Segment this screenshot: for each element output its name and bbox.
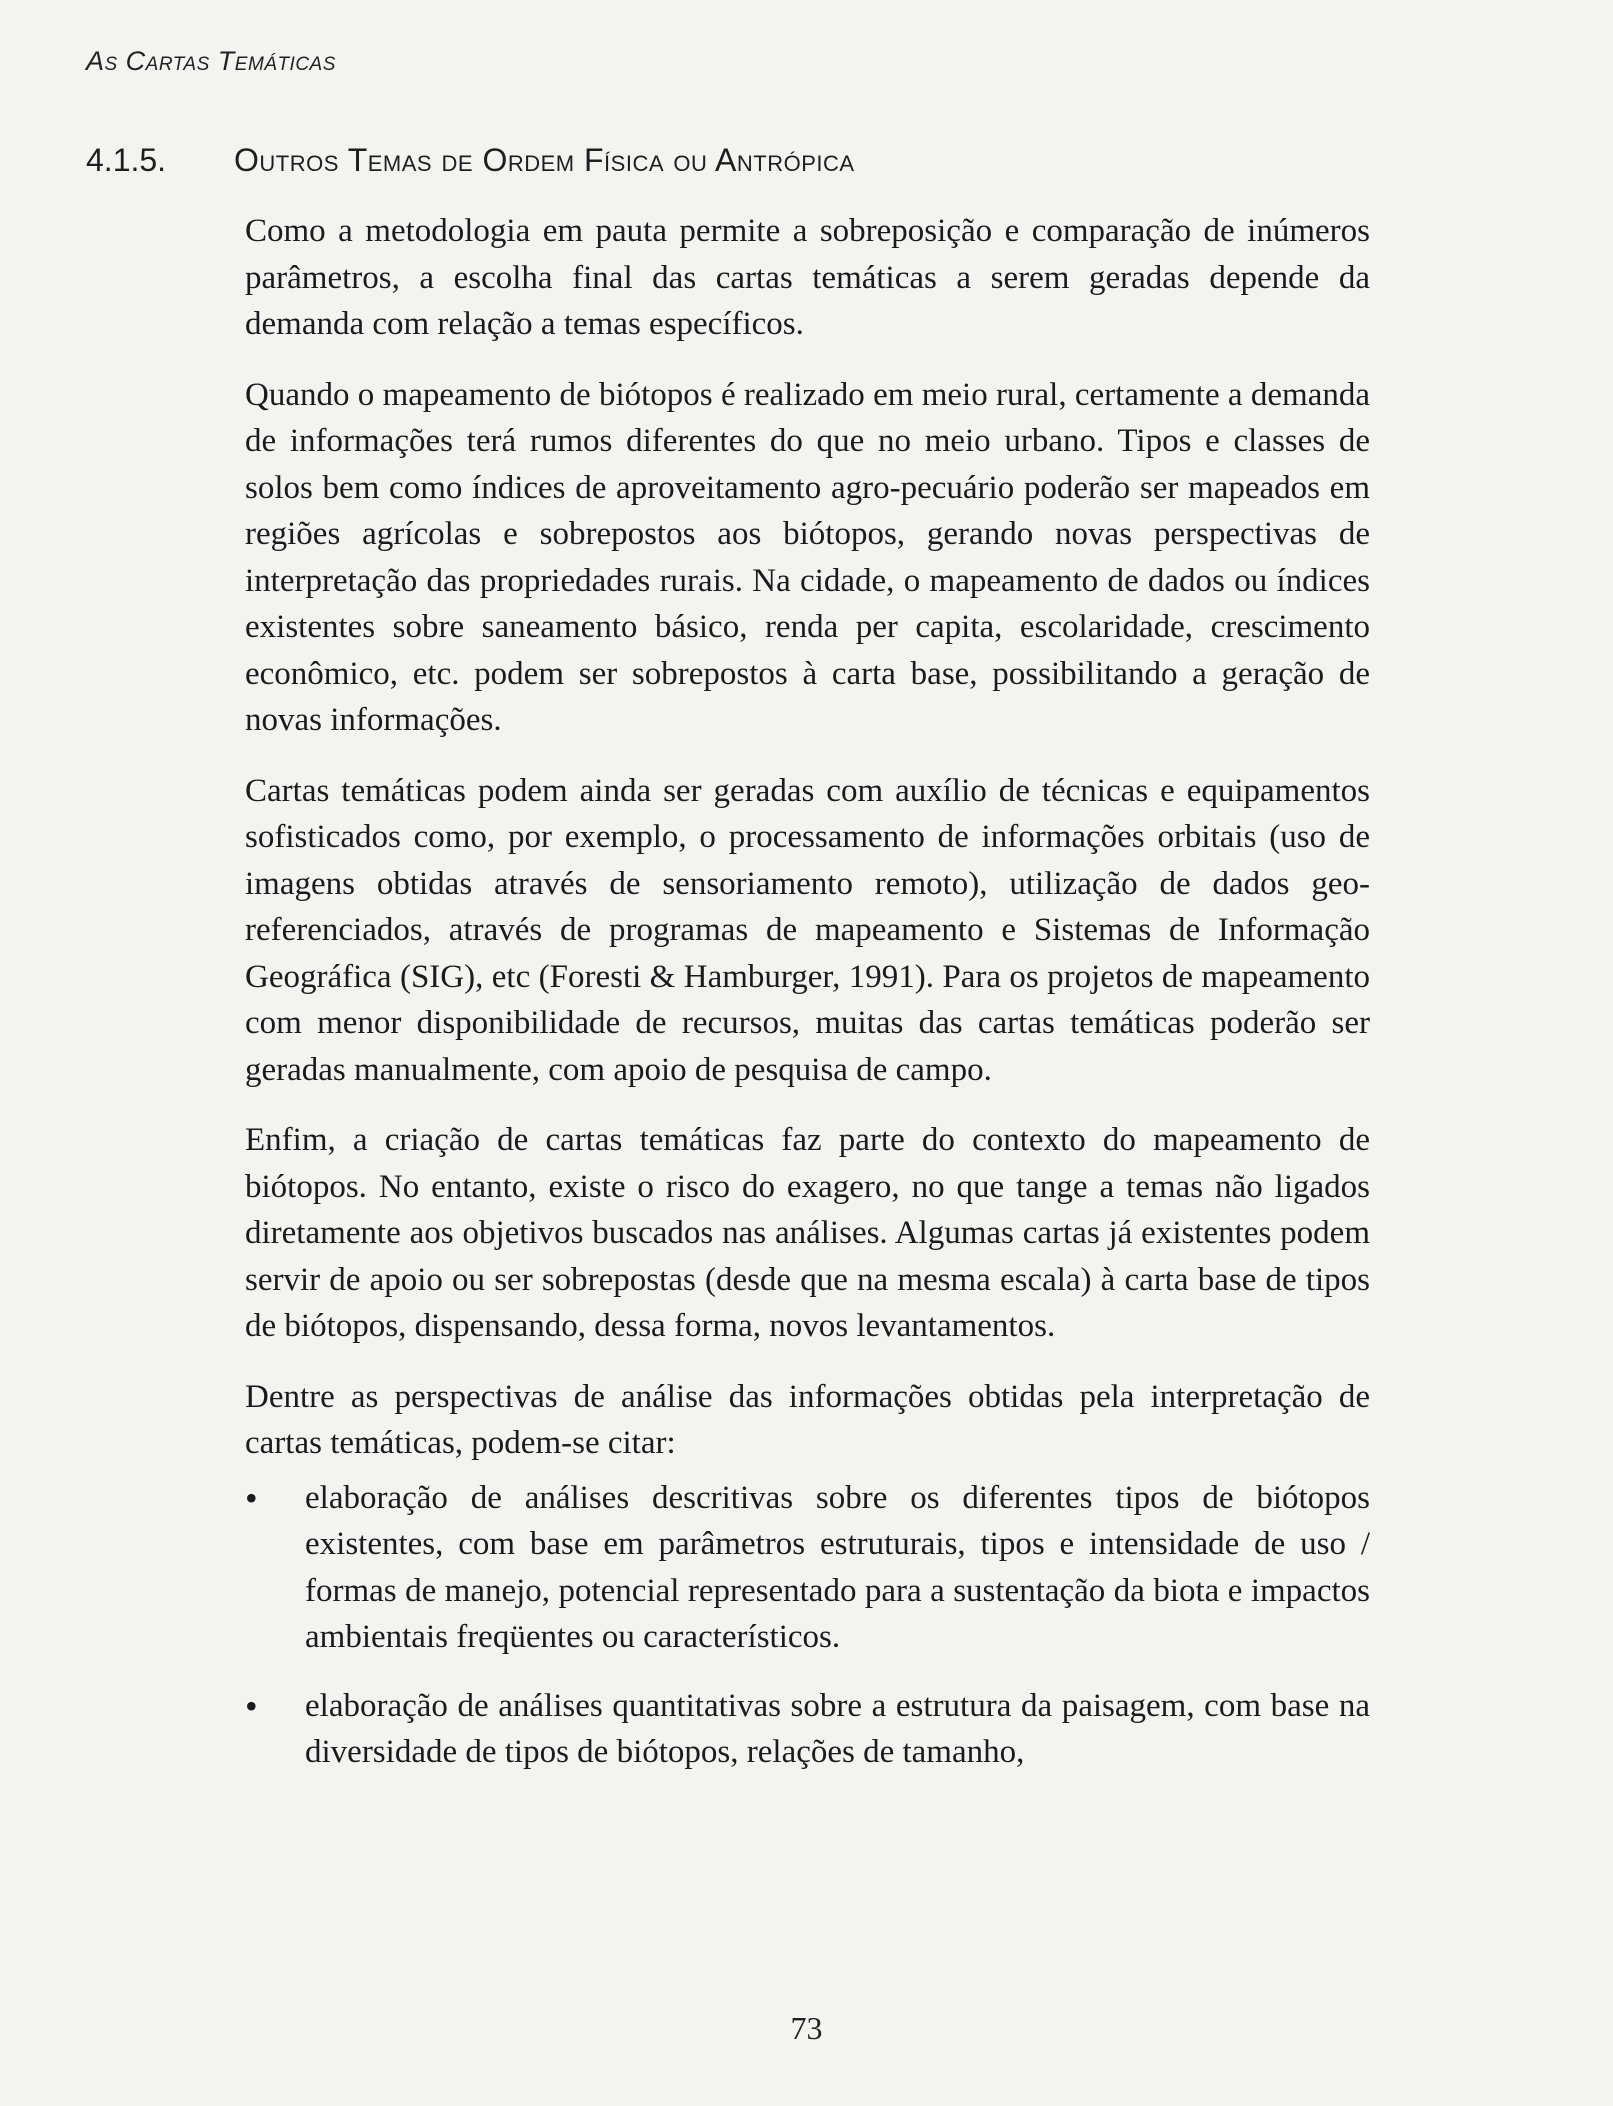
bullet-icon: • xyxy=(245,1685,258,1726)
list-item xyxy=(195,1683,1370,1776)
list-item-text: elaboração de análises quantitativas sobre a estrutura da paisagem, com base na diversidade de tipos de biótopos, relações de tamanho, xyxy=(305,1687,1370,1770)
paragraph: Como a metodologia em pauta permite a sobreposição e comparação de inúmeros parâmetros, a escolha final das cartas temáticas a serem geradas depende da demanda com relação a temas específicos. xyxy=(245,213,1370,342)
paragraph: Quando o mapeamento de biótopos é realizado em meio rural, certamente a demanda de informações terá rumos diferentes do que no meio urbano. Tipos e classes de solos bem como índices de aproveitamento agro-pecuário poderão ser mapeados em regiões agrícolas e sobrepostos aos biótopos, gerando novas perspectivas de interpretação das propriedades rurais. Na cidade, o mapeamento de dados ou índices existentes sobre saneamento básico, renda per capita, escolaridade, crescimento econômico, etc. podem ser sobrepostos à carta base, possibilitando a geração de novas informações. xyxy=(245,376,1370,738)
section-heading xyxy=(86,142,855,179)
section-title: Outros Temas de Ordem Física ou Antrópica xyxy=(234,142,855,178)
list-item-text: elaboração de análises descritivas sobre os diferentes tipos de biótopos existentes, com base em parâmetros estruturais, tipos e intensidade de uso / formas de manejo, potencial representado para a sustentação da biota e impactos ambientais freqüentes ou característicos. xyxy=(305,1479,1370,1655)
bullet-icon: • xyxy=(245,1477,258,1518)
body-text xyxy=(245,208,1370,1798)
page-number: 73 xyxy=(790,2010,823,2046)
bullet-list xyxy=(245,1475,1370,1776)
section-number: 4.1.5. xyxy=(86,142,167,178)
paragraph: Enfim, a criação de cartas temáticas faz parte do contexto do mapeamento de biótopos. No entanto, existe o risco do exagero, no que tange a temas não ligados diretamente aos objetivos buscados nas análises. Algumas cartas já existentes podem servir de apoio ou ser sobrepostas (desde que na mesma escala) à carta base de tipos de biótopos, dispensando, dessa forma, novos levantamentos. xyxy=(245,1122,1370,1344)
paragraph: Cartas temáticas podem ainda ser geradas com auxílio de técnicas e equipamentos sofisticados como, por exemplo, o processamento de informações orbitais (uso de imagens obtidas através de sensoriamento remoto), utilização de dados geo-referenciados, através de programas de mapeamento e Sistemas de Informação Geográfica (SIG), etc (Foresti & Hamburger, 1991). Para os projetos de mapeamento com menor disponibilidade de recursos, muitas das cartas temáticas poderão ser geradas manualmente, com apoio de pesquisa de campo. xyxy=(245,772,1370,1088)
paragraph: Dentre as perspectivas de análise das informações obtidas pela interpretação de cartas temáticas, podem-se citar: xyxy=(245,1378,1370,1461)
running-header: As Cartas Temáticas xyxy=(86,46,336,76)
list-item xyxy=(195,1475,1370,1661)
